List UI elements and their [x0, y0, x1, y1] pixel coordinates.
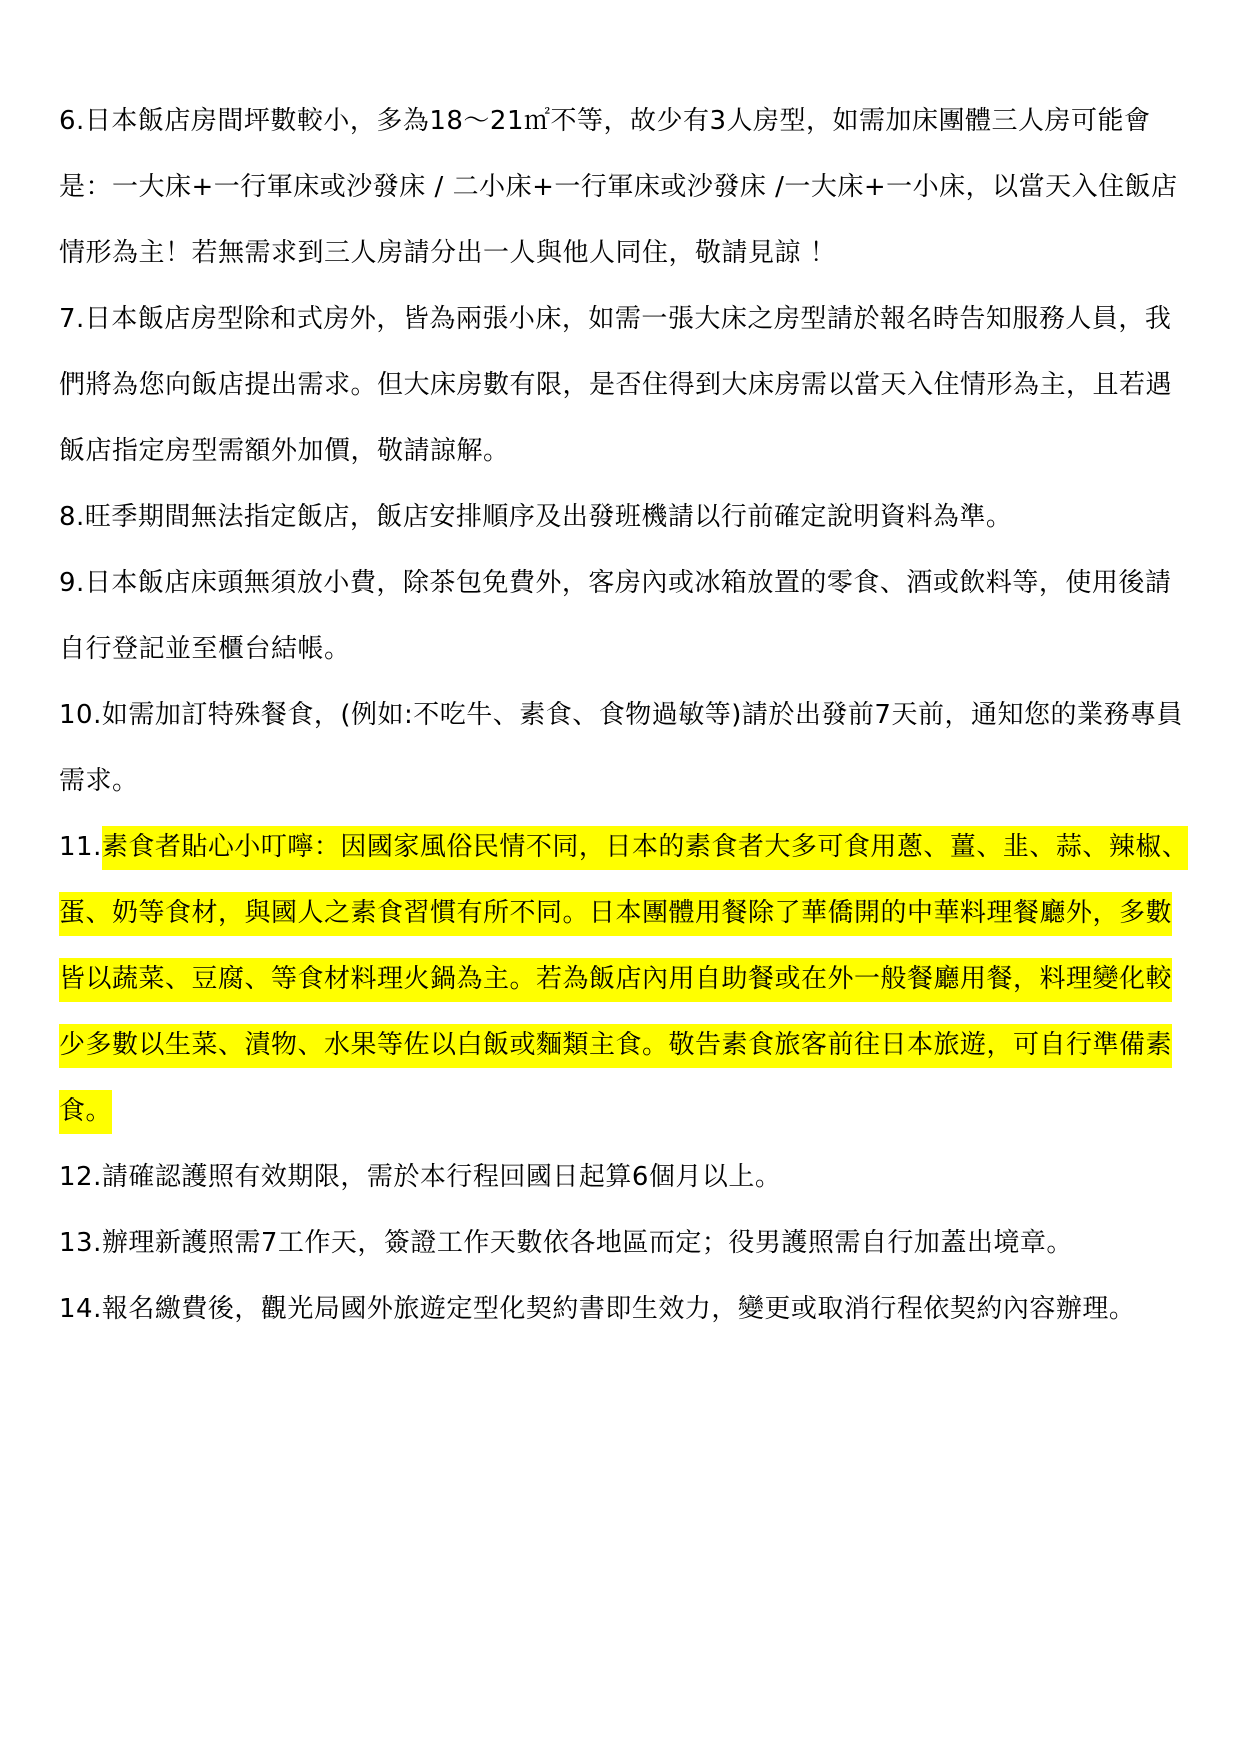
notice-item-8	[59, 484, 1189, 550]
notice-item-13	[59, 1210, 1189, 1276]
item-text: 報名繳費後，觀光局國外旅遊定型化契約書即生效力，變更或取消行程依契約內容辦理。	[101, 1294, 1136, 1324]
item-text: 日本飯店房間坪數較小，多為18～21㎡不等，故少有3人房型，如需加床團體三人房可能會是：一大床+一行軍床或沙發床 / 二小床+一行軍床或沙發床 /一大床+一小床，以當天入住飯店情形為主！若無需求到三人房請分出一人與他人同住，敬請見諒 ！	[59, 106, 1178, 268]
item-text: 請確認護照有效期限，需於本行程回國日起算6個月以上。	[101, 1162, 782, 1192]
notice-item-10	[59, 682, 1189, 814]
item-number: 10.	[59, 700, 102, 730]
item-number: 12.	[59, 1162, 102, 1192]
item-text: 辦理新護照需7工作天，簽證工作天數依各地區而定；役男護照需自行加蓋出境章。	[101, 1228, 1073, 1258]
highlighted-vegetarian-note: 素食者貼心小叮嚀：因國家風俗民情不同，日本的素食者大多可食用蔥、薑、韭、蒜、辣椒、蛋、奶等食材，與國人之素食習慣有所不同。日本團體用餐除了華僑開的中華料理餐廳外，多數皆以蔬菜、豆腐、等食材料理火鍋為主。若為飯店內用自助餐或在外一般餐廳用餐，料理變化較少多數以生菜、漬物、水果等佐以白飯或麵類主食。敬告素食旅客前往日本旅遊，可自行準備素食。	[59, 826, 1188, 1134]
item-number: 13.	[59, 1228, 102, 1258]
notice-item-6	[59, 88, 1189, 286]
notice-item-12	[59, 1144, 1189, 1210]
notice-item-11-vegetarian	[59, 814, 1189, 1144]
notice-item-14	[59, 1276, 1189, 1342]
item-number: 8.	[59, 502, 85, 532]
item-text: 旺季期間無法指定飯店，飯店安排順序及出發班機請以行前確定說明資料為準。	[84, 502, 1013, 532]
item-number: 14.	[59, 1294, 102, 1324]
item-number: 7.	[59, 304, 85, 334]
notice-item-9	[59, 550, 1189, 682]
item-number: 9.	[59, 568, 85, 598]
document-page	[59, 88, 1189, 1342]
notice-item-7	[59, 286, 1189, 484]
item-text: 日本飯店床頭無須放小費，除茶包免費外，客房內或冰箱放置的零食、酒或飲料等，使用後請自行登記並至櫃台結帳。	[59, 568, 1172, 664]
item-number: 6.	[59, 106, 85, 136]
item-text: 日本飯店房型除和式房外，皆為兩張小床，如需一張大床之房型請於報名時告知服務人員，我們將為您向飯店提出需求。但大床房數有限，是否住得到大床房需以當天入住情形為主，且若遇飯店指定房型需額外加價，敬請諒解。	[59, 304, 1173, 466]
item-text: 如需加訂特殊餐食，(例如:不吃牛、素食、食物過敏等)請於出發前7天前，通知您的業務專員需求。	[59, 700, 1183, 796]
item-number: 11.	[59, 832, 102, 862]
